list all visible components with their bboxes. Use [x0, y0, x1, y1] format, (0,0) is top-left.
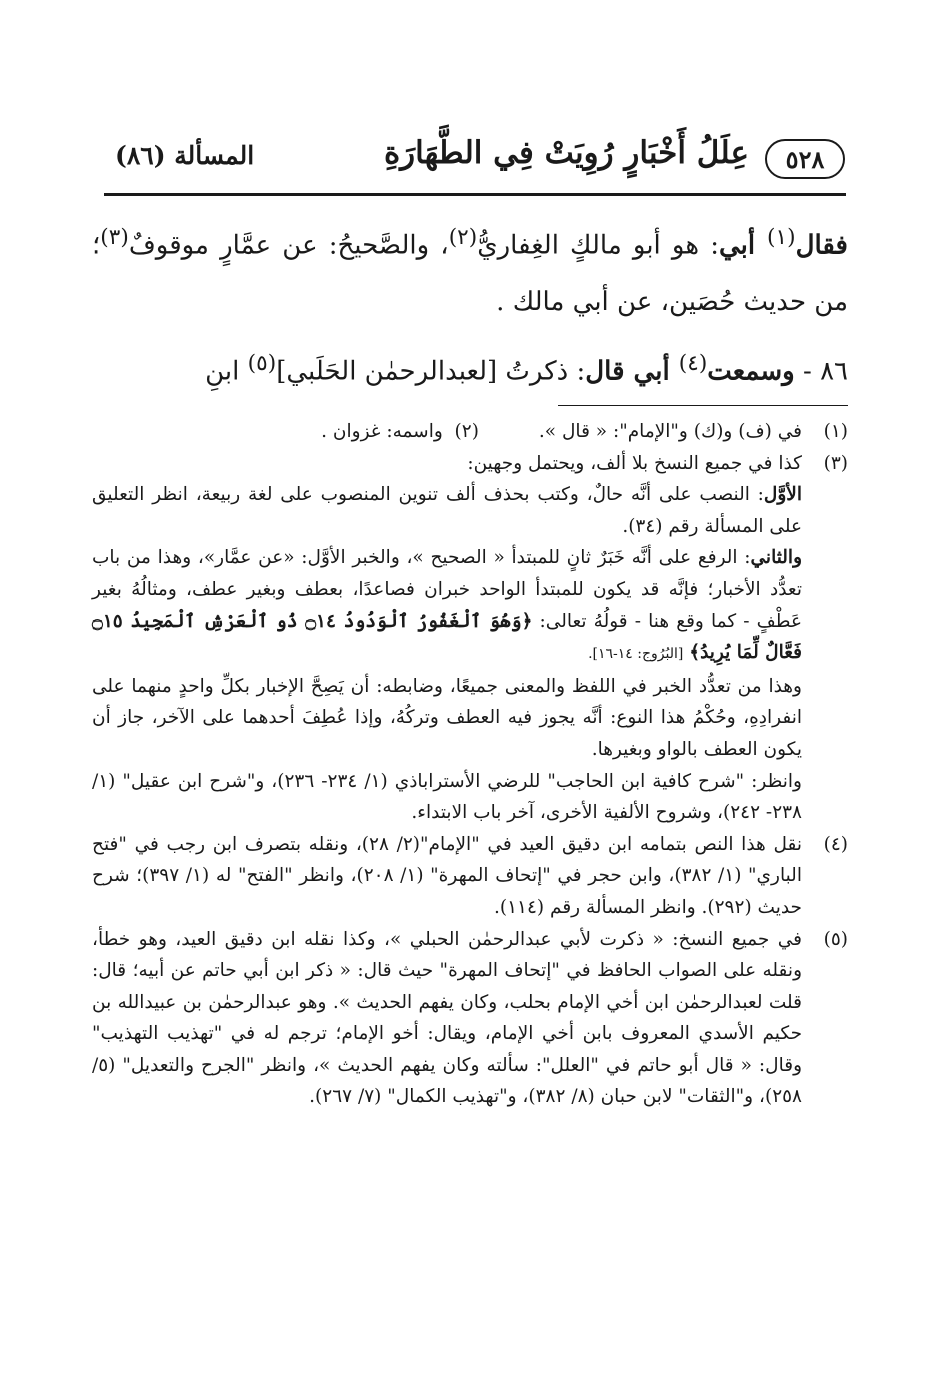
- footnote-5-text: في جميع النسخ: « ذكرت لأبي عبدالرحمٰن الحبلي »، وكذا نقله ابن دقيق العيد، وهو خطأ، ونقله على الصواب الحافظ في "إتحاف المهرة" حيث قال: « ذكر ابن أبي حاتم عن أبيه؛ قال: قلت لعبدالرحمٰن ابن أخي الإمام بحلب، وكان يفهم الحديث ». وهو عبدالرحمٰن بن عبيدالله بن حكيم الأسدي المعروف بابن أخي الإمام، ويقال: أخو الإمام؛ ترجم له في "تهذيب التهذيب" وقال: « قال أبو حاتم في "العلل": سألته وكان يفهم الحديث »، وانظر "الجرح والتعديل" (٥/ ٢٥٨)، و"الثقات" لابن حبان (٨/ ٣٨٢)، و"تهذيب الكمال" (٧/ ٢٦٧).: [92, 928, 802, 1108]
- text-run: : الرفع على أنَّه خَبَرٌ ثانٍ للمبتدأ « الصحيح »، والخبر الأوَّل: «عن عمَّار»، وهذا من باب تعدُّد الأخبار؛ فإنَّه قد يكون للمبتدأ الواحد خبران فصاعدًا، بعطف وبغير عطف، ومثالُهُ بغير عَطْفٍ - كما وقع هنا - قولُهُ تعالى:: [92, 547, 802, 632]
- footnote-3-para3: وهذا من تعدُّد الخبر في اللفظ والمعنى جميعًا، وضابطه: أن يَصِحَّ الإخبار بكلِّ واحدٍ منهما على انفرادِهِ، وحُكْمُ هذا النوع: أنَّه يجوز فيه العطف وتركُهُ، وإذا عُطِفَ أحدهما على الآخر، جاز أن يكون العطف بالواو وبغيرها.: [92, 675, 802, 760]
- page-number-badge: [765, 139, 845, 179]
- footnote-ref-4: (٤): [678, 350, 708, 376]
- footnote-3-second: [92, 542, 802, 670]
- spacer: [443, 416, 455, 448]
- footnote-3-para4: وانظر: "شرح كافية ابن الحاجب" للرضي الأستراباذي (١/ ٢٣٤- ٢٣٦)، و"شرح ابن عقيل" (١/ ٢٣٨- ٢٤٢)، وشروح الألفية الأخرى، آخر باب الابتداء.: [92, 770, 802, 824]
- footnote-2-text: واسمه: غزوان .: [321, 421, 443, 442]
- footnote-number: (٤): [823, 833, 848, 855]
- footnote-number: (٣): [823, 452, 848, 474]
- footnote-number: (٢): [454, 421, 479, 442]
- footnote-ref-3: (٣): [100, 225, 129, 250]
- speaker-name: أبي: [718, 230, 768, 261]
- footnote-body: [92, 448, 802, 829]
- running-header: [105, 135, 845, 191]
- footnote-1-text: في (ف) و(ك) و"الإمام": « قال ».: [538, 421, 802, 442]
- footnote-number: (٥): [823, 928, 848, 950]
- main-paragraph-1: [92, 210, 848, 330]
- spacer: [479, 416, 539, 448]
- footnote-body: [92, 416, 802, 448]
- lead-word: فقال: [795, 230, 848, 261]
- header-divider: [104, 193, 846, 196]
- main-paragraph-2: [92, 336, 848, 400]
- text-run: ابنِ: [205, 356, 248, 387]
- text-run: : النصب على أنَّه حالٌ، وكتب بحذف ألف تنوين المنصوب على لغة ربيعة، انظر التعليق على المسألة رقم (٣٤).: [92, 484, 802, 537]
- quran-verse: ﴿وَهُوَ ٱلْغَفُورُ ٱلْوَدُودُ ۝١٤ ذُو ٱلْعَرْشِ ٱلْمَجِيدُ ۝١٥ فَعَّالٌ لِّمَا يُرِيدُ﴾: [92, 610, 802, 664]
- quran-reference: [البُرُوج: ١٤-١٦].: [588, 646, 684, 663]
- footnote-number: (١): [823, 421, 848, 442]
- footnote-3-intro: كذا في جميع النسخ بلا ألف، ويحتمل وجهين:: [467, 452, 802, 474]
- text-run: : هو أبو مالكٍ الغِفاريُّ: [477, 230, 719, 261]
- footnote-4: [92, 829, 848, 924]
- bold-label: الأوَّل: [763, 484, 802, 506]
- footnote-5: [92, 924, 848, 1114]
- footnote-ref-5: (٥): [247, 350, 277, 376]
- footnote-1-2: [92, 416, 848, 448]
- footnote-divider: [558, 405, 848, 406]
- footnote-ref-1: (١): [767, 225, 796, 250]
- footnote-ref-2: (٢): [448, 225, 478, 250]
- main-text: [92, 210, 848, 399]
- footnote-4-text: نقل هذا النص بتمامه ابن دقيق العيد في "الإمام"(٢/ ٢٨)، ونقله بتصرف ابن رجب في "فتح الباري" (١/ ٣٨٢)، وابن حجر في "إتحاف المهرة" (١/ ٢٠٨)، وانظر "الفتح" له (١/ ٣٩٧)؛ شرح حديث (٢٩٢). وانظر المسألة رقم (١١٤).: [92, 833, 802, 918]
- bold-run: أبي قال: [585, 356, 679, 387]
- bold-run: وسمعت: [707, 356, 795, 387]
- footnotes: [92, 416, 848, 1113]
- bold-label: والثاني: [750, 547, 802, 569]
- issue-number: ٨٦ -: [794, 356, 848, 387]
- page-number: ٥٢٨: [785, 144, 825, 174]
- book-title: عِلَلُ أَخْبَارٍ رُوِيَتْ فِي الطَّهَارَةِ: [383, 135, 749, 171]
- text-run: : ذكرتُ [لعبدالرحمٰن الحَلَبي]: [276, 356, 586, 387]
- footnote-3-first: [92, 479, 802, 542]
- issue-label: المسألة (٨٦): [115, 141, 255, 170]
- text-run: ؛ من حديث حُصَين، عن أبي مالك .: [92, 230, 848, 317]
- text-run: ، والصَّحيحُ: عن عمَّارٍ موقوفٌ: [128, 230, 449, 261]
- footnote-3: [92, 448, 848, 829]
